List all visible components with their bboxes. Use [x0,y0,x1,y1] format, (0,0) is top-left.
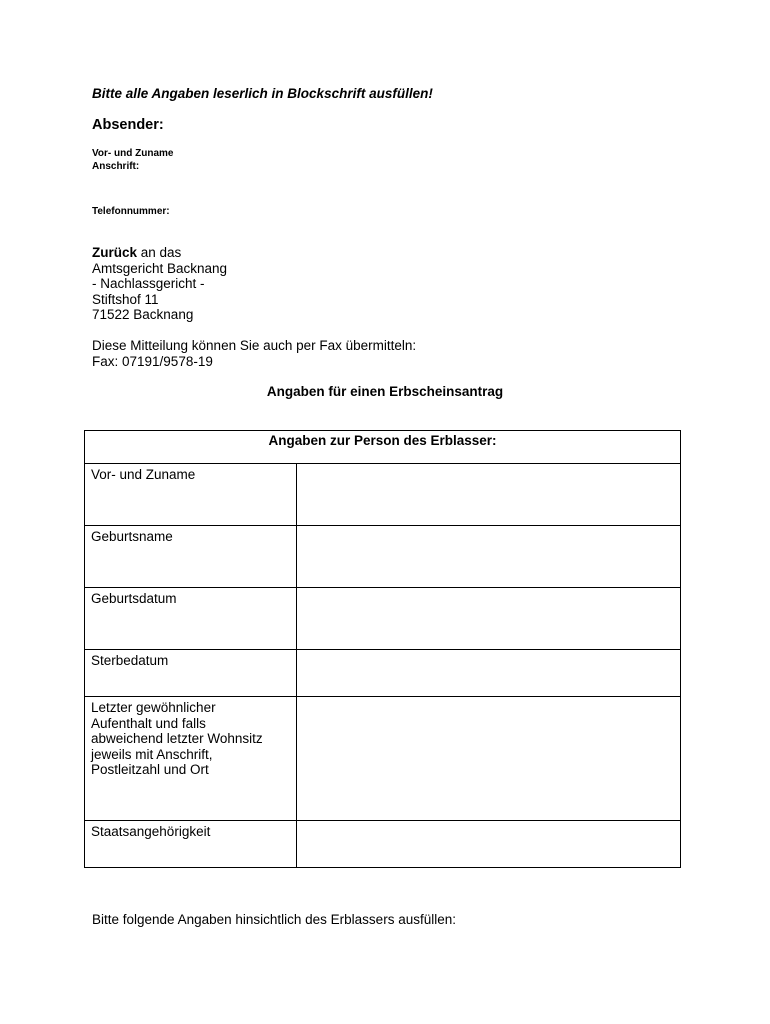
table-row [85,464,681,526]
table-row [85,697,681,821]
return-lead-bold: Zurück [92,245,138,260]
court-city: 71522 Backnang [92,307,194,322]
row-label-birth-date: Geburtsdatum [85,588,297,650]
residence-label-line: Aufenthalt und falls [91,715,206,731]
input-cell-birth-date[interactable] [297,588,681,650]
input-cell-death-date[interactable] [297,650,681,697]
decedent-info-table [84,430,681,868]
input-cell-birth-name[interactable] [297,526,681,588]
sender-name-label: Vor- und Zuname [92,148,174,159]
return-address [92,245,227,323]
court-street: Stiftshof 11 [92,291,159,307]
fax-note-text: Diese Mitteilung können Sie auch per Fax übermitteln: [92,338,417,353]
sender-address-label: Anschrift: [92,161,140,172]
residence-label-line: Letzter gewöhnlicher [91,700,216,715]
row-label-name: Vor- und Zuname [85,464,297,526]
return-lead-rest: an das [137,245,182,260]
input-cell-residence[interactable] [297,697,681,821]
table-row [85,588,681,650]
fax-number: Fax: 07191/9578-19 [92,353,213,369]
footer-instruction: Bitte folgende Angaben hinsichtlich des Erblassers ausfüllen: [92,912,456,927]
form-title: Angaben für einen Erbscheinsantrag [266,384,504,399]
table-row [85,526,681,588]
row-label-residence [85,697,297,821]
fax-note [92,338,416,369]
sender-title: Absender: [92,117,164,133]
row-label-death-date: Sterbedatum [85,650,297,697]
input-cell-name[interactable] [297,464,681,526]
court-name: Amtsgericht Backnang [92,260,228,276]
table-header: Angaben zur Person des Erblasser: [85,431,681,464]
table-row [85,821,681,868]
residence-label-line: jeweils mit Anschrift, [91,746,213,762]
input-cell-nationality[interactable] [297,821,681,868]
residence-label-line: Postleitzahl und Ort [91,762,209,777]
row-label-birth-name: Geburtsname [85,526,297,588]
sender-phone-label: Telefonnummer: [92,206,170,217]
residence-label-line: abweichend letzter Wohnsitz [91,731,263,746]
row-label-nationality: Staatsangehörigkeit [85,821,297,868]
court-department: - Nachlassgericht - [92,276,205,291]
instruction-text: Bitte alle Angaben leserlich in Blockschrift ausfüllen! [92,86,433,101]
table-row [85,650,681,697]
